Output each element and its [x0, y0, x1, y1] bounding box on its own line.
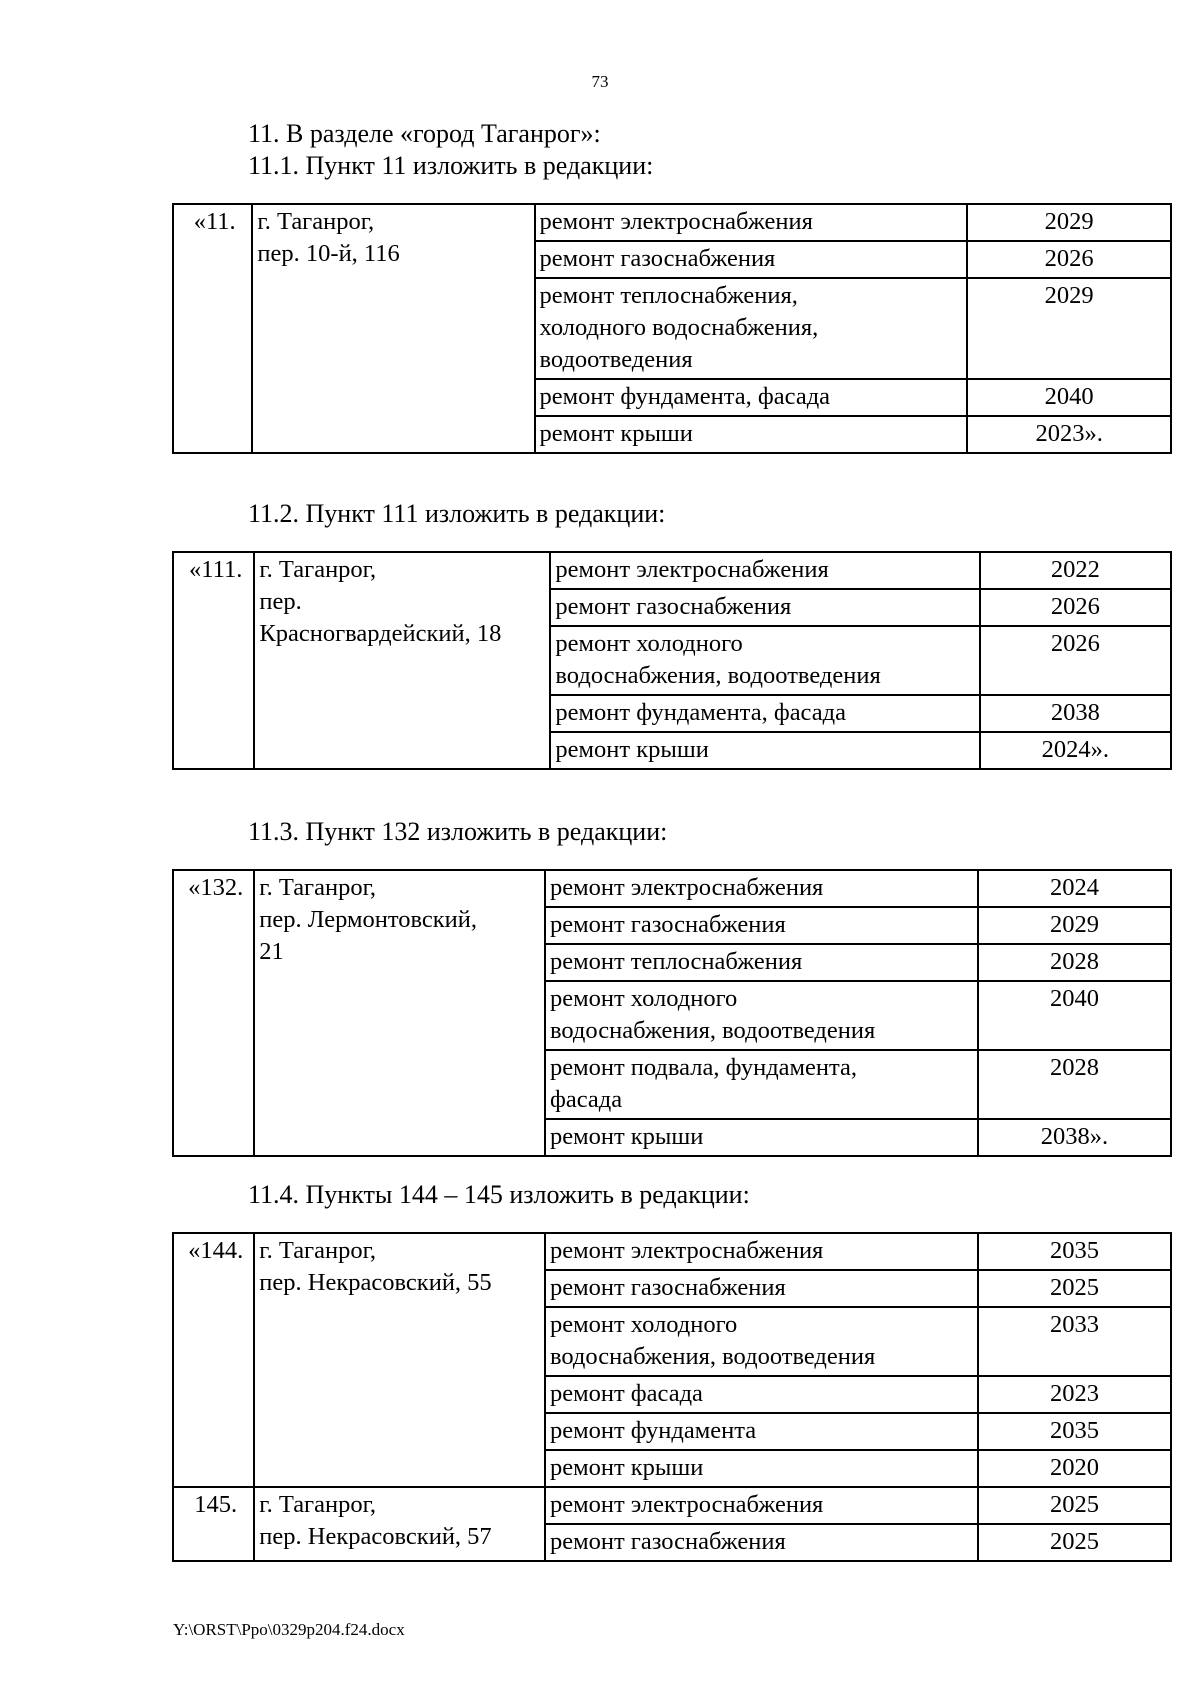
address-line: пер. 10-й, 116 — [257, 240, 400, 267]
work-line: ремонт теплоснабжения, — [539, 282, 798, 309]
work-line: холодного водоснабжения, — [539, 314, 819, 341]
work-line: ремонт электроснабжения — [555, 556, 829, 583]
amendment-table-11-1 — [172, 203, 1172, 454]
address-cell — [254, 1487, 545, 1561]
work-line: ремонт фундамента — [549, 1417, 757, 1444]
subsection-heading-11-3: 11.3. Пункт 132 изложить в редакции: — [248, 817, 668, 846]
work-line: фасада — [549, 1086, 623, 1113]
year-cell: 2025 — [978, 1524, 1171, 1561]
address-line: г. Таганрог, — [259, 556, 377, 583]
work-description-cell — [545, 1376, 978, 1413]
work-description-cell — [535, 379, 968, 416]
item-number: «111. — [173, 552, 254, 769]
table-row — [173, 870, 1171, 907]
address-line: Красногвардейский, 18 — [259, 620, 502, 647]
work-description-cell — [545, 1050, 978, 1119]
address-cell — [252, 204, 534, 453]
work-description-cell — [550, 695, 979, 732]
work-description-cell — [545, 981, 978, 1050]
year-cell: 2038». — [978, 1119, 1171, 1156]
item-number: 145. — [173, 1487, 254, 1561]
section-title: 11. В разделе «город Таганрог»: — [248, 119, 601, 148]
work-line: водоснабжения, водоотведения — [549, 1343, 876, 1370]
work-line: ремонт газоснабжения — [549, 1528, 786, 1555]
year-cell: 2029 — [967, 278, 1171, 379]
year-cell: 2029 — [967, 204, 1171, 241]
work-line: водоотведения — [539, 346, 693, 373]
work-line: ремонт холодного — [555, 630, 743, 657]
work-line: водоснабжения, водоотведения — [555, 662, 881, 689]
year-cell: 2026 — [967, 241, 1171, 278]
work-line: ремонт подвала, фундамента, — [549, 1054, 858, 1081]
year-cell: 2024». — [980, 732, 1171, 769]
address-line: пер. — [259, 588, 302, 615]
amendment-table-11-4 — [172, 1232, 1172, 1562]
work-description-cell — [535, 204, 968, 241]
subsection-heading-11-1: 11.1. Пункт 11 изложить в редакции: — [248, 151, 654, 180]
work-line: ремонт газоснабжения — [539, 245, 776, 272]
work-description-cell — [550, 589, 979, 626]
year-cell: 2020 — [978, 1450, 1171, 1487]
year-cell: 2040 — [967, 379, 1171, 416]
table-row — [173, 1233, 1171, 1270]
work-description-cell — [545, 1270, 978, 1307]
work-line: ремонт электроснабжения — [549, 1491, 824, 1518]
year-cell: 2028 — [978, 944, 1171, 981]
year-cell: 2033 — [978, 1307, 1171, 1376]
work-line: ремонт газоснабжения — [549, 1274, 786, 1301]
year-cell: 2026 — [980, 589, 1171, 626]
work-description-cell — [550, 552, 979, 589]
item-number: «144. — [173, 1233, 254, 1487]
table-row — [173, 1487, 1171, 1524]
address-line: г. Таганрог, — [259, 1491, 377, 1518]
work-line: ремонт фундамента, фасада — [539, 383, 831, 410]
year-cell: 2038 — [980, 695, 1171, 732]
address-cell — [254, 552, 550, 769]
item-number: «11. — [173, 204, 252, 453]
work-description-cell — [545, 1233, 978, 1270]
footer-file-path: Y:\ORST\Ppo\0329p204.f24.docx — [173, 1620, 405, 1639]
amendment-table-11-2 — [172, 551, 1172, 770]
work-line: водоснабжения, водоотведения — [549, 1017, 876, 1044]
year-cell: 2025 — [978, 1270, 1171, 1307]
subsection-heading-11-2: 11.2. Пункт 111 изложить в редакции: — [248, 499, 666, 528]
work-line: ремонт электроснабжения — [549, 1237, 824, 1264]
address-cell — [254, 870, 545, 1156]
address-line: г. Таганрог, — [259, 874, 377, 901]
year-cell: 2025 — [978, 1487, 1171, 1524]
page-number: 73 — [591, 72, 609, 91]
work-line: ремонт газоснабжения — [549, 911, 786, 938]
work-line: ремонт электроснабжения — [549, 874, 824, 901]
year-cell: 2024 — [978, 870, 1171, 907]
work-description-cell — [545, 1307, 978, 1376]
work-line: ремонт холодного — [549, 1311, 738, 1338]
year-cell: 2040 — [978, 981, 1171, 1050]
subsection-heading-11-4: 11.4. Пункты 144 – 145 изложить в редакции: — [248, 1180, 750, 1209]
year-cell: 2022 — [980, 552, 1171, 589]
work-description-cell — [545, 907, 978, 944]
address-line: пер. Некрасовский, 57 — [259, 1523, 492, 1550]
address-line: 21 — [259, 938, 284, 965]
work-description-cell — [545, 944, 978, 981]
work-description-cell — [535, 416, 968, 453]
work-line: ремонт электроснабжения — [539, 208, 813, 235]
work-description-cell — [545, 1524, 978, 1561]
address-line: г. Таганрог, — [259, 1237, 377, 1264]
year-cell: 2029 — [978, 907, 1171, 944]
work-line: ремонт крыши — [549, 1123, 704, 1150]
work-description-cell — [545, 1450, 978, 1487]
address-cell — [254, 1233, 545, 1487]
year-cell: 2028 — [978, 1050, 1171, 1119]
work-description-cell — [545, 870, 978, 907]
work-line: ремонт крыши — [555, 736, 709, 763]
year-cell: 2035 — [978, 1233, 1171, 1270]
work-line: ремонт фасада — [549, 1380, 703, 1407]
work-description-cell — [535, 241, 968, 278]
work-description-cell — [545, 1119, 978, 1156]
work-line: ремонт крыши — [549, 1454, 704, 1481]
year-cell: 2026 — [980, 626, 1171, 695]
work-line: ремонт газоснабжения — [555, 593, 792, 620]
amendment-table-11-3 — [172, 869, 1172, 1157]
work-description-cell — [550, 732, 979, 769]
address-line: г. Таганрог, — [257, 208, 375, 235]
year-cell: 2035 — [978, 1413, 1171, 1450]
address-line: пер. Некрасовский, 55 — [259, 1269, 492, 1296]
work-line: ремонт теплоснабжения — [549, 948, 803, 975]
address-line: пер. Лермонтовский, — [259, 906, 478, 933]
work-description-cell — [535, 278, 968, 379]
work-line: ремонт крыши — [539, 420, 693, 447]
year-cell: 2023 — [978, 1376, 1171, 1413]
work-line: ремонт холодного — [549, 985, 738, 1012]
work-description-cell — [550, 626, 979, 695]
work-line: ремонт фундамента, фасада — [555, 699, 846, 726]
work-description-cell — [545, 1487, 978, 1524]
table-row — [173, 204, 1171, 241]
item-number: «132. — [173, 870, 254, 1156]
table-row — [173, 552, 1171, 589]
work-description-cell — [545, 1413, 978, 1450]
year-cell: 2023». — [967, 416, 1171, 453]
